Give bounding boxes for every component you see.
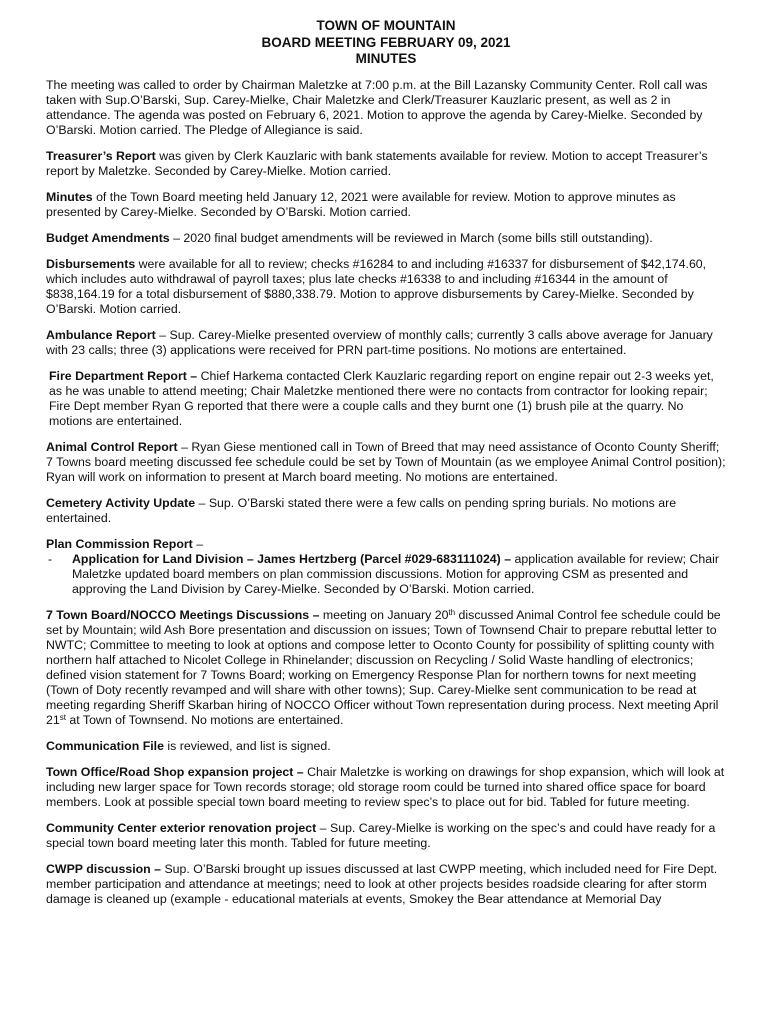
minutes-heading: Minutes bbox=[46, 189, 93, 204]
title-minutes: MINUTES bbox=[355, 51, 417, 66]
nocco-text-c: at Town of Townsend. No motions are entertained. bbox=[65, 712, 344, 727]
plan-commission-heading-line bbox=[46, 537, 726, 552]
cemetery-text: – Sup. O’Barski stated there were a few calls on pending spring burials. No motions are entertained. bbox=[46, 495, 677, 525]
land-division-heading: Application for Land Division – James Hertzberg (Parcel #029-683111024) – bbox=[72, 551, 512, 566]
cwpp-text: Sup. O’Barski brought up issues discussed at last CWPP meeting, which included need for Fire Dept. member participation and attendance at meetings; need to look at other projects besides roadside clearing for after storm damage is cleaned up (example - educational materials at events, Smokey the Bear attendance at Memorial Day bbox=[46, 861, 718, 906]
community-center-paragraph bbox=[46, 821, 726, 851]
ambulance-heading: Ambulance Report bbox=[46, 327, 156, 342]
nocco-text-b: discussed Animal Control fee schedule could be set by Mountain; wild Ash Bore presentation and discussion on issues; Town of Townsend Chair to prepare rebuttal letter to NWTC; Committee to meeting to look at options and compose letter to Oconto County for possibility of splitting county with northern half attached to Nicolet College in Rhinelander; discussion on Recycling / Solid Waste handling of electronics; defined vision statement for 7 Towns Board; working on Emergency Response Plan for northern towns for next meeting (Town of Doty recently revamped and will share with other towns); Sup. Carey-Mielke sent communication to be read at meeting regarding Sheriff Skarban hiring of NOCCO Officer without Town representation during process. Next meeting April 21 bbox=[46, 607, 721, 727]
land-division-text: application available for review; Chair Maletzke updated board members on plan commission discussions. Motion for approving CSM as presented and approving the Land Division by Carey-Mielke. Seconded by O’Barski. Motion carried. bbox=[72, 551, 719, 596]
fire-department-heading: Fire Department Report – bbox=[49, 368, 198, 383]
nocco-paragraph bbox=[46, 608, 726, 728]
ambulance-text: – Sup. Carey-Mielke presented overview of monthly calls; currently 3 calls above average for January with 23 calls; three (3) applications were received for PRN part-time positions. No motions are entertained. bbox=[46, 327, 713, 357]
animal-control-heading: Animal Control Report bbox=[46, 439, 178, 454]
treasurer-report-heading: Treasurer’s Report bbox=[46, 148, 156, 163]
nocco-heading: 7 Town Board/NOCCO Meetings Discussions – bbox=[46, 607, 320, 622]
intro-paragraph: The meeting was called to order by Chairman Maletzke at 7:00 p.m. at the Bill Lazansky Community Center. Roll call was taken with Sup.O’Barski, Sup. Carey-Mielke, Chair Maletzke and Clerk/Treasurer Kauzlaric present, as well as 2 in attendance. The agenda was posted on February 6, 2021. Motion to approve the agenda by Carey-Mielke. Seconded by O’Barski. Motion carried. The Pledge of Allegiance is said. bbox=[46, 77, 708, 137]
list-bullet: - bbox=[48, 551, 53, 566]
communication-heading: Communication File bbox=[46, 738, 164, 753]
communication-text: is reviewed, and list is signed. bbox=[163, 738, 331, 753]
budget-heading: Budget Amendments bbox=[46, 230, 170, 245]
animal-control-text: – Ryan Giese mentioned call in Town of Breed that may need assistance of Oconto County Sheriff; 7 Towns board meeting discussed fee schedule could be set by Town of Mountain (as we employee Animal Control position); Ryan will work on information to present at March board meeting. No motions are entertained. bbox=[46, 439, 726, 484]
nocco-sup-a: th bbox=[448, 607, 456, 617]
cemetery-heading: Cemetery Activity Update bbox=[46, 495, 196, 510]
treasurer-report-text: was given by Clerk Kauzlaric with bank statements available for review. Motion to accept Treasurer’s report by Maletzke. Seconded by Carey-Mielke. Motion carried. bbox=[46, 148, 708, 178]
animal-control-paragraph bbox=[46, 440, 726, 485]
document-title bbox=[46, 18, 726, 68]
nocco-text-a: meeting on January 20 bbox=[319, 607, 449, 622]
shop-expansion-heading: Town Office/Road Shop expansion project – bbox=[46, 764, 304, 779]
fire-department-text: Chief Harkema contacted Clerk Kauzlaric regarding report on engine repair out 2-3 weeks yet, as he was unable to attend meeting; Chair Maletzke mentioned there were no contacts from contractor for looking repair; Fire Dept member Ryan G reported that there were a couple calls and they burnt one (1) brush pile at the quarry. No motions are entertained. bbox=[49, 368, 714, 428]
shop-expansion-text: Chair Maletzke is working on drawings for shop expansion, which will look at including new larger space for Town records storage; old storage room could be turned into shared office space for board members. Look at possible special town board meeting to review spec’s to place out for bid. Tabled for future meeting. bbox=[46, 764, 725, 809]
treasurer-report-paragraph bbox=[46, 149, 726, 179]
fire-department-paragraph bbox=[46, 369, 726, 429]
plan-commission-dash: – bbox=[192, 536, 204, 551]
disbursements-paragraph bbox=[46, 257, 726, 317]
minutes-text: of the Town Board meeting held January 12, 2021 were available for review. Motion to approve minutes as presented by Carey-Mielke. Seconded by O’Barski. Motion carried. bbox=[46, 189, 676, 219]
budget-text: – 2020 final budget amendments will be reviewed in March (some bills still outstanding). bbox=[169, 230, 653, 245]
communication-paragraph bbox=[46, 739, 726, 754]
budget-paragraph bbox=[46, 231, 726, 246]
title-meeting-date: BOARD MEETING FEBRUARY 09, 2021 bbox=[261, 34, 511, 50]
title-town: TOWN OF MOUNTAIN bbox=[316, 18, 456, 33]
cemetery-paragraph bbox=[46, 496, 726, 526]
minutes-paragraph bbox=[46, 190, 726, 220]
shop-expansion-paragraph bbox=[46, 765, 726, 810]
cwpp-paragraph bbox=[46, 862, 726, 907]
community-center-heading: Community Center exterior renovation project bbox=[46, 820, 317, 835]
plan-commission-item-body bbox=[72, 552, 726, 597]
community-center-text: – Sup. Carey-Mielke is working on the spec’s and could have ready for a special town board meeting later this month. Tabled for future meeting. bbox=[46, 820, 716, 850]
plan-commission-heading: Plan Commission Report bbox=[46, 536, 193, 551]
nocco-sup-b: st bbox=[59, 712, 66, 722]
disbursements-heading: Disbursements bbox=[46, 256, 136, 271]
cwpp-heading: CWPP discussion – bbox=[46, 861, 162, 876]
disbursements-text: were available for all to review; checks #16284 to and including #16337 for disbursement of $42,174.60, which includes auto withdrawal of payroll taxes; plus late checks #16338 to and including #16344 in the amount of $838,164.19 for a total disbursement of $880,338.79. Motion to approve disbursements by Carey-Mielke. Seconded by O’Barski. Motion carried. bbox=[46, 256, 707, 316]
plan-commission-list-item bbox=[46, 552, 726, 597]
ambulance-paragraph bbox=[46, 328, 726, 358]
